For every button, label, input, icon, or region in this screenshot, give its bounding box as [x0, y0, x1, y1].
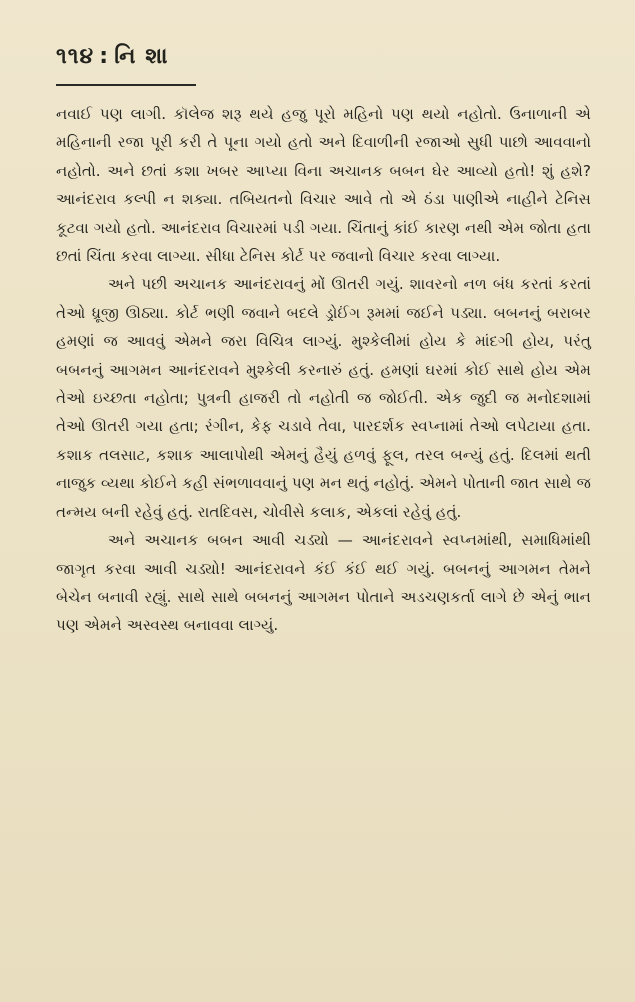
page-body [56, 100, 591, 640]
header-underline [56, 74, 196, 86]
paragraph-3: અને અચાનક બબન આવી ચડ્યો — આનંદરાવને સ્વપ્નમાંથી, સમાધિમાંથી જાગૃત કરવા આવી ચડ્યો! આનંદરાવને કંઈ કંઈ થઈ ગયું. બબનનું આગમન તેમને બેચેન બનાવી રહ્યું. સાથે સાથે બબનનું આગમન પોતાને અડચણકર્તા લાગે છે એનું ભાન પણ એમને અસ્વસ્થ બનાવવા લાગ્યું. [56, 531, 591, 635]
page-header [56, 44, 591, 84]
paragraph-1: નવાઈ પણ લાગી. કૉલેજ શરૂ થયે હજુ પૂરો મહિનો પણ થયો નહોતો. ઉનાળાની એ મહિનાની રજા પૂરી કરી તે પૂના ગયો હતો અને દિવાળીની રજાઓ સુધી પાછો આવવાનો નહોતો. અને છતાં કશા ખબર આપ્યા વિના અચાનક બબન ઘેર આવ્યો હતો! શું હશે? આનંદરાવ કલ્પી ન શક્યા. તબિયતનો વિચાર આવે તો એ ઠંડા પાણીએ નાહીને ટેનિસ કૂટવા ગયો હતો. આનંદરાવ વિચારમાં પડી ગયા. ચિંતાનું કાંઈ કારણ નથી એમ જોતા હતા છતાં ચિંતા કરવા લાગ્યા. સીધા ટેનિસ કોર્ટ પર જવાનો વિચાર કરવા લાગ્યા. [56, 105, 591, 266]
page-number: ૧૧૪ [56, 44, 95, 69]
paragraph-2: અને પછી અચાનક આનંદરાવનું મોં ઊતરી ગયું. શાવરનો નળ બંધ કરતાં કરતાં તેઓ ધ્રૂજી ઊઠ્યા. કોર્ટ ભણી જવાને બદલે ડ્રોઈંગ રૂમમાં જઈને પડ્યા. બબનનું બરાબર હમણાં જ આવવું એમને જરા વિચિત્ર લાગ્યું. મુશ્કેલીમાં હોય કે માંદગી હોય, પરંતુ બબનનું આગમન આનંદરાવને મુશ્કેલી કરનારું હતું. હમણાં ઘરમાં કોઈ સાથે હોય એમ તેઓ ઇચ્છતા નહોતા; પુત્રની હાજરી તો નહોતી જ જોઈતી. એક જુદી જ મનોદશામાં તેઓ ઊતરી ગયા હતા; રંગીન, કેફ ચડાવે તેવા, પારદર્શક સ્વપ્નામાં તેઓ લપેટાયા હતા. કશાક તલસાટ, કશાક આલાપોથી એમનું હૈયું હળવું ફૂલ, તરલ બન્યું હતું. દિલમાં થતી નાજુક વ્યથા કોઈને કહી સંભળાવવાનું પણ મન થતું નહોતું. એમને પોતાની જાત સાથે જ તન્મય બની રહેવું હતું. રાતદિવસ, ચોવીસે કલાક, એકલાં રહેવું હતું. [56, 275, 591, 521]
header-separator: : [99, 44, 110, 69]
book-title: નિ શા [114, 44, 169, 69]
